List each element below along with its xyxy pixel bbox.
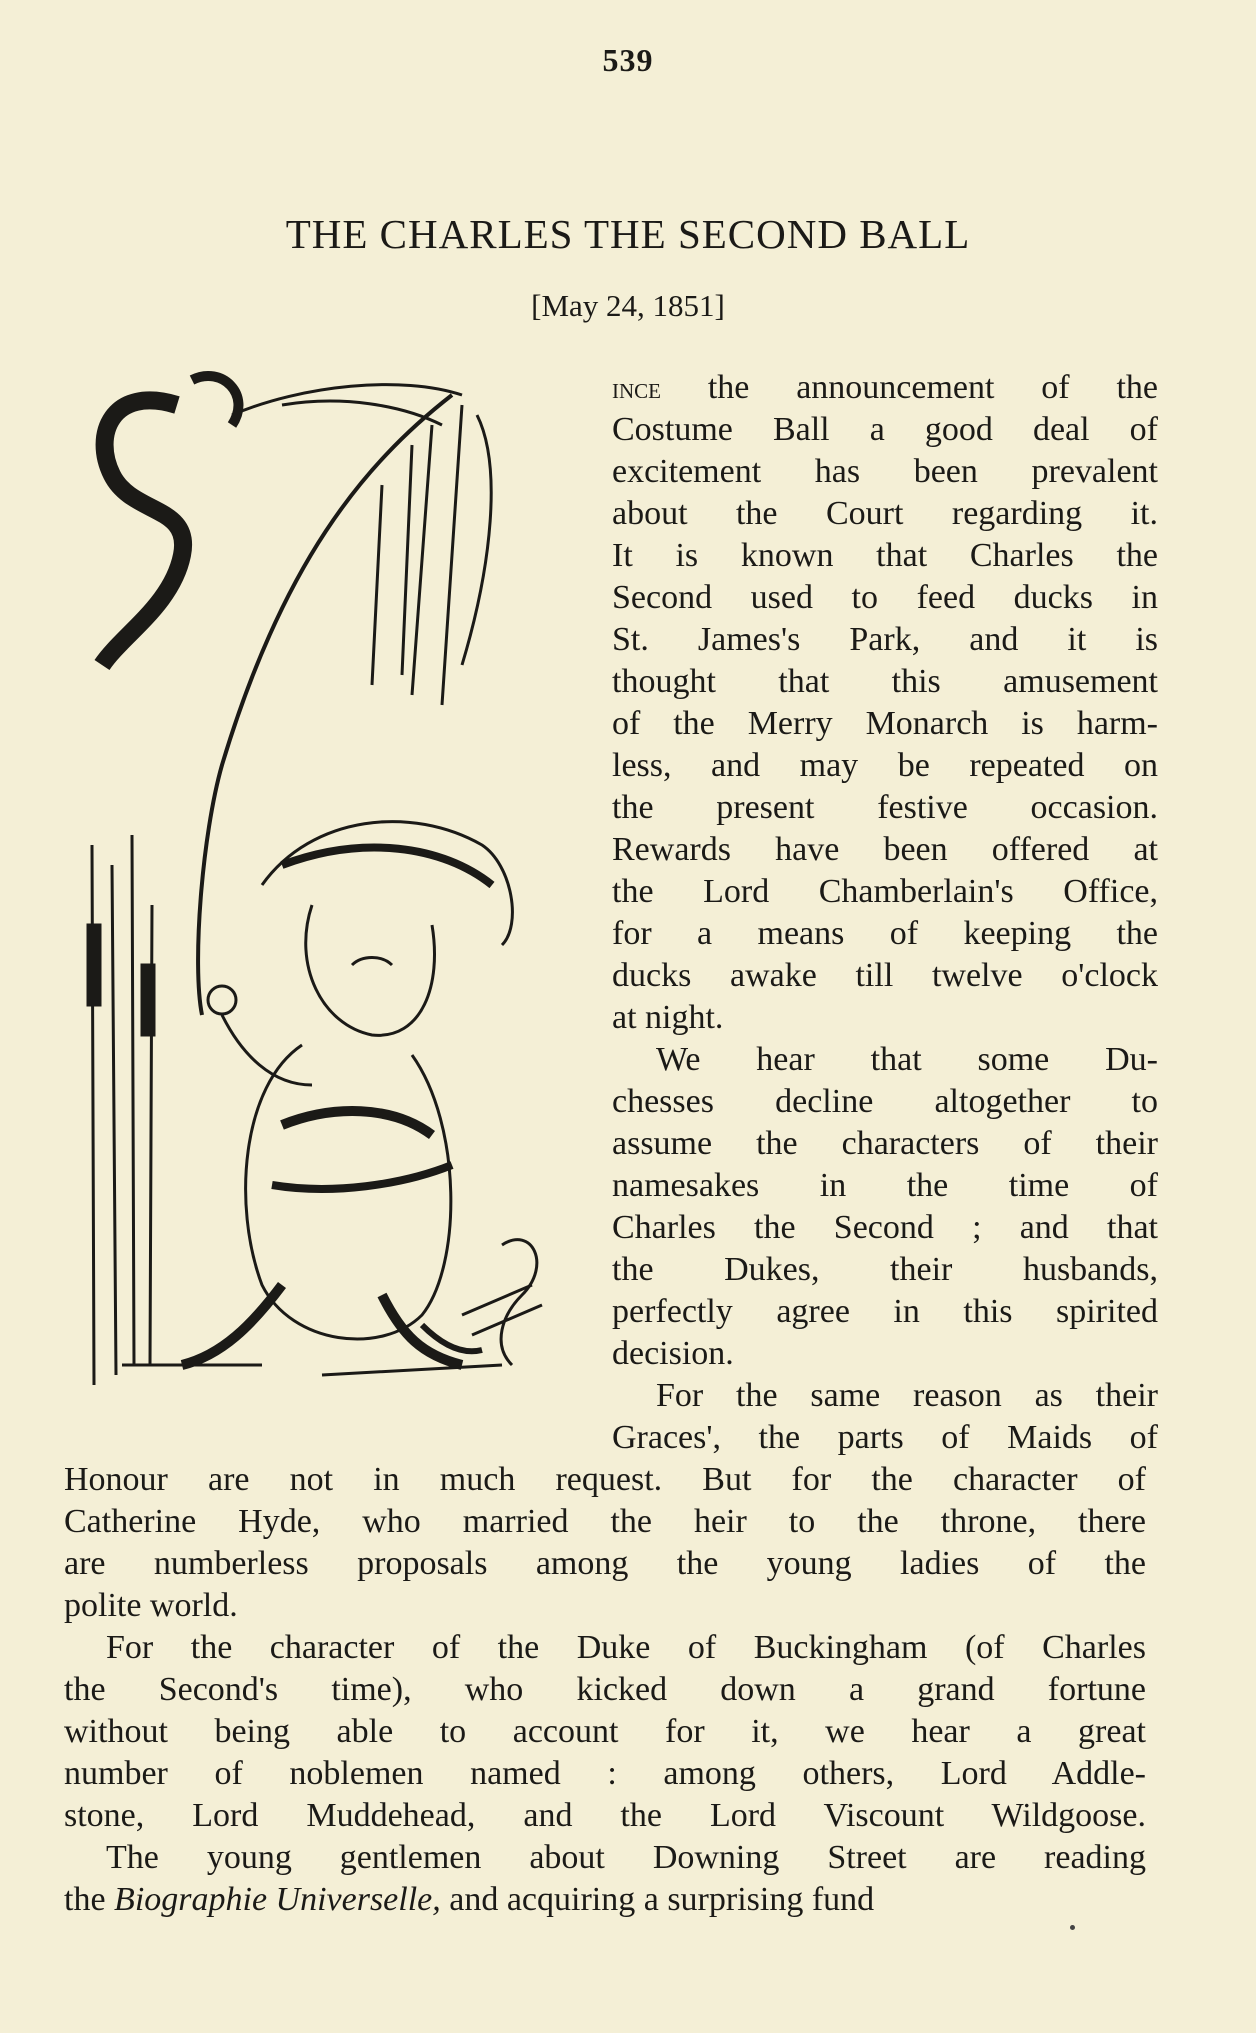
paper-speck [1070,1925,1075,1930]
text-line: less, and may be repeated on [612,747,1158,784]
duck-keeper-illustration-icon [82,365,582,1415]
text-line: assume the characters of their [612,1125,1158,1162]
text-line: the Dukes, their husbands, [612,1251,1158,1288]
text-line [612,367,1158,409]
text-line: of the Merry Monarch is harm- [612,705,1158,742]
text-line: stone, Lord Muddehead, and the Lord Viscount Wildgoose. [64,1797,1146,1834]
text-line: thought that this amusement [612,663,1158,700]
text-line: Graces', the parts of Maids of [612,1419,1158,1456]
text-line: Second used to feed ducks in [612,579,1158,616]
text-line-start: the [64,1881,106,1918]
text-line: perfectly agree in this spirited [612,1293,1158,1330]
text-line: at night. [612,999,724,1036]
text-line: Charles the Second ; and that [612,1209,1158,1246]
text-line: Rewards have been offered at [612,831,1158,868]
text-line: the Lord Chamberlain's Office, [612,873,1158,910]
text-line: without being able to account for it, we hear a great [64,1713,1146,1750]
text-line: For the character of the Duke of Buckingham (of Charles [106,1629,1146,1666]
text-line: decision. [612,1335,734,1372]
page-number: 539 [602,42,654,78]
chapter-date: [May 24, 1851] [531,288,725,323]
text-line: namesakes in the time of [612,1167,1158,1204]
text-line: chesses decline altogether to [612,1083,1158,1120]
text-line-text: ince the announcement of the [612,369,1158,406]
text-line: polite world. [64,1587,238,1624]
text-line: It is known that Charles the [612,537,1158,574]
text-line: We hear that some Du- [656,1041,1158,1078]
text-line: for a means of keeping the [612,915,1158,952]
text-line: The young gentlemen about Downing Street are reading [106,1839,1146,1876]
text-line: St. James's Park, and it is [612,621,1158,658]
text-line: the Second's time), who kicked down a grand fortune [64,1671,1146,1708]
text-line: the present festive occasion. [612,789,1158,826]
drop-cap-continuation: ince [612,372,661,405]
text-line: about the Court regarding it. [612,495,1158,532]
text-line: Costume Ball a good deal of [612,411,1158,448]
chapter-title: THE CHARLES THE SECOND BALL [285,211,971,257]
text-line: excitement has been prevalent [612,453,1158,490]
text-line [64,1879,1146,1921]
text-line: Catherine Hyde, who married the heir to the throne, there [64,1503,1146,1540]
text-line: are numberless proposals among the young ladies of the [64,1545,1146,1582]
italic-book-title: Biographie Universelle, [114,1881,441,1918]
text-line: For the same reason as their [656,1377,1158,1414]
text-line: ducks awake till twelve o'clock [612,957,1158,994]
text-line: Honour are not in much request. But for the character of [64,1461,1146,1498]
text-line-end: and acquiring a surprising fund [449,1881,875,1918]
text-line: number of noblemen named : among others, Lord Addle- [64,1755,1146,1792]
